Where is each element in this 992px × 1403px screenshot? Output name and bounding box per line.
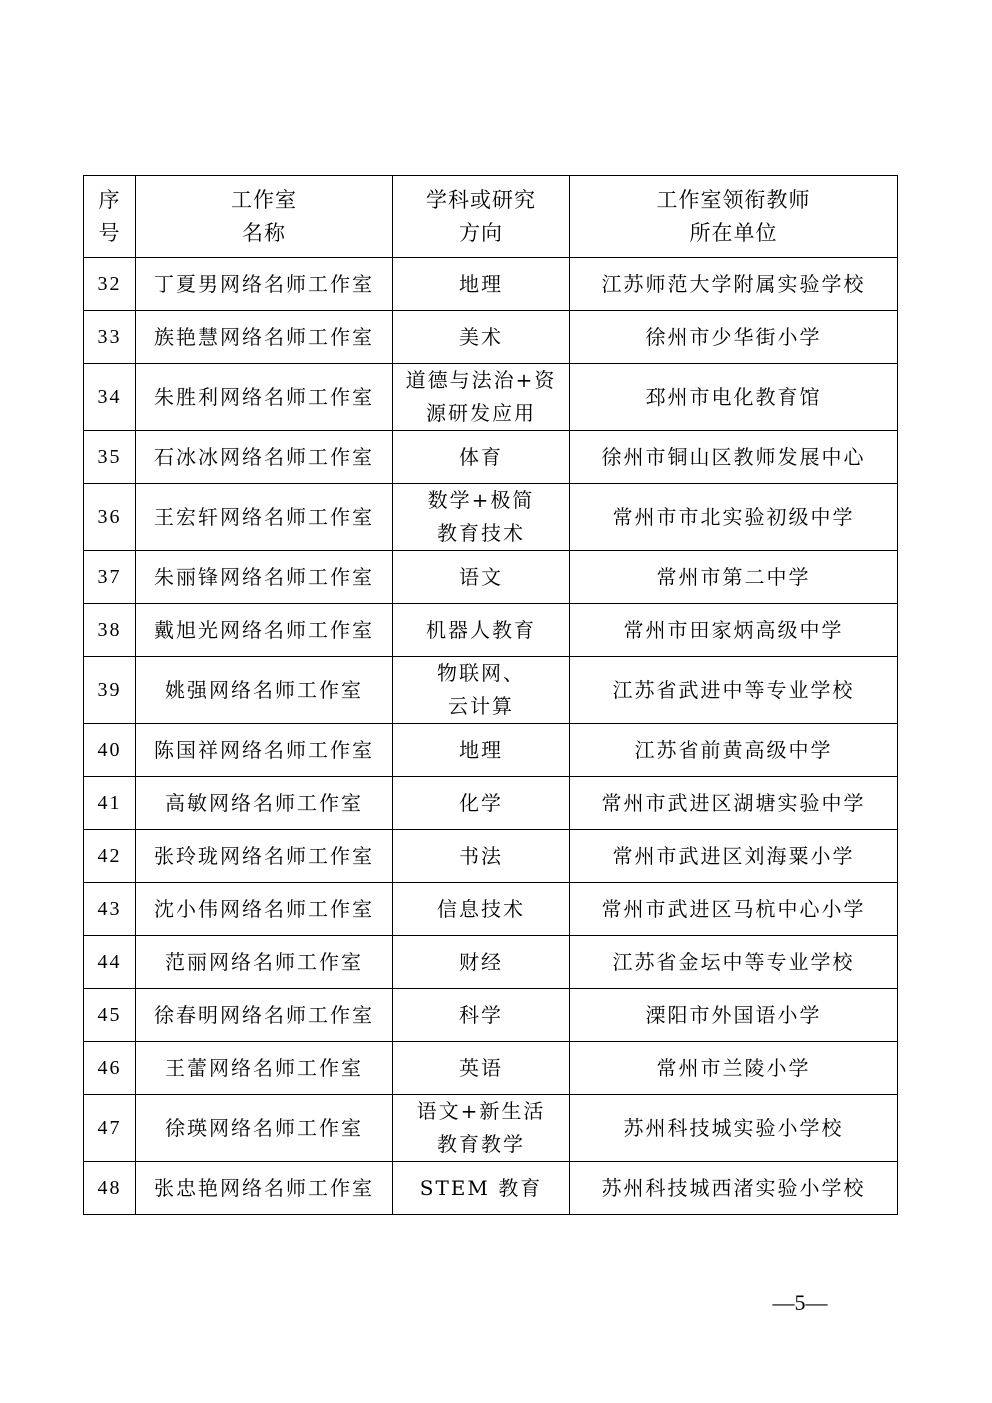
row-serial-number: 33 (84, 311, 136, 364)
row-subject-line: 语文+新生活 (416, 1099, 546, 1123)
table-row (84, 830, 898, 883)
table-row (84, 724, 898, 777)
row-studio-name: 朱胜利网络名师工作室 (136, 364, 393, 431)
row-unit: 江苏省武进中等专业学校 (570, 657, 898, 724)
row-unit: 江苏省前黄高级中学 (570, 724, 898, 777)
row-studio-name: 沈小伟网络名师工作室 (136, 883, 393, 936)
row-subject-line: 化学 (459, 790, 503, 815)
row-studio-name: 石冰冰网络名师工作室 (136, 431, 393, 484)
row-unit: 徐州市铜山区教师发展中心 (570, 431, 898, 484)
table-row (84, 1162, 898, 1215)
studio-table (83, 175, 898, 1215)
row-subject (393, 484, 570, 551)
table-row (84, 551, 898, 604)
table-row (84, 657, 898, 724)
row-serial-number: 47 (84, 1095, 136, 1162)
row-serial-number: 43 (84, 883, 136, 936)
row-subject-line: 英语 (459, 1055, 503, 1080)
row-unit: 常州市武进区湖塘实验中学 (570, 777, 898, 830)
row-subject (393, 883, 570, 936)
row-subject-line: 地理 (459, 271, 503, 296)
row-subject (393, 1095, 570, 1162)
row-subject (393, 431, 570, 484)
row-studio-name: 范丽网络名师工作室 (136, 936, 393, 989)
row-serial-number: 34 (84, 364, 136, 431)
row-studio-name: 族艳慧网络名师工作室 (136, 311, 393, 364)
row-subject-line: STEM 教育 (419, 1175, 543, 1200)
row-serial-number: 39 (84, 657, 136, 724)
table-row (84, 364, 898, 431)
row-studio-name: 徐春明网络名师工作室 (136, 989, 393, 1042)
row-subject-line: 语文 (459, 564, 503, 589)
table-header-row (84, 176, 898, 258)
row-subject (393, 364, 570, 431)
row-unit: 邳州市电化教育馆 (570, 364, 898, 431)
page-number: —5— (772, 1290, 828, 1315)
row-studio-name: 高敏网络名师工作室 (136, 777, 393, 830)
row-subject-line: 云计算 (448, 694, 514, 718)
row-subject-line: 财经 (459, 949, 503, 974)
table-body (84, 258, 898, 1215)
row-subject (393, 1162, 570, 1215)
table-row (84, 311, 898, 364)
row-serial-number: 41 (84, 777, 136, 830)
row-serial-number: 32 (84, 258, 136, 311)
row-subject (393, 311, 570, 364)
row-unit: 常州市兰陵小学 (570, 1042, 898, 1095)
row-serial-number: 45 (84, 989, 136, 1042)
row-serial-number: 40 (84, 724, 136, 777)
row-subject-line: 美术 (459, 324, 503, 349)
row-unit: 苏州科技城实验小学校 (570, 1095, 898, 1162)
row-unit: 江苏省金坛中等专业学校 (570, 936, 898, 989)
table-row (84, 484, 898, 551)
row-unit: 徐州市少华街小学 (570, 311, 898, 364)
row-studio-name: 姚强网络名师工作室 (136, 657, 393, 724)
row-serial-number: 48 (84, 1162, 136, 1215)
row-studio-name: 张玲珑网络名师工作室 (136, 830, 393, 883)
row-subject (393, 551, 570, 604)
row-serial-number: 46 (84, 1042, 136, 1095)
row-subject-line: 信息技术 (437, 896, 525, 921)
header-studio-name: 工作室 名称 (136, 176, 393, 258)
table-row (84, 431, 898, 484)
row-studio-name: 王宏轩网络名师工作室 (136, 484, 393, 551)
row-subject-line: 源研发应用 (426, 401, 536, 425)
row-subject-line: 地理 (459, 737, 503, 762)
row-subject (393, 724, 570, 777)
row-subject-line: 机器人教育 (426, 617, 536, 642)
row-unit: 常州市市北实验初级中学 (570, 484, 898, 551)
row-subject-line: 教育技术 (437, 521, 525, 545)
row-serial-number: 36 (84, 484, 136, 551)
row-studio-name: 王蕾网络名师工作室 (136, 1042, 393, 1095)
row-subject (393, 258, 570, 311)
row-serial-number: 44 (84, 936, 136, 989)
row-unit: 常州市第二中学 (570, 551, 898, 604)
row-subject (393, 604, 570, 657)
row-studio-name: 朱丽锋网络名师工作室 (136, 551, 393, 604)
table-row (84, 989, 898, 1042)
table-row (84, 258, 898, 311)
row-subject-line: 教育教学 (437, 1132, 525, 1156)
row-subject-line: 数学+极简 (427, 488, 535, 512)
row-subject (393, 1042, 570, 1095)
row-subject-line: 书法 (459, 843, 503, 868)
table-row (84, 936, 898, 989)
row-subject (393, 936, 570, 989)
row-subject-line: 物联网、 (437, 661, 525, 685)
row-subject-line: 道德与法治+资 (405, 368, 557, 392)
row-subject-line: 科学 (459, 1002, 503, 1027)
row-unit: 苏州科技城西渚实验小学校 (570, 1162, 898, 1215)
row-unit: 常州市武进区刘海粟小学 (570, 830, 898, 883)
row-unit: 江苏师范大学附属实验学校 (570, 258, 898, 311)
row-studio-name: 丁夏男网络名师工作室 (136, 258, 393, 311)
header-subject: 学科或研究 方向 (393, 176, 570, 258)
row-unit: 常州市田家炳高级中学 (570, 604, 898, 657)
row-unit: 溧阳市外国语小学 (570, 989, 898, 1042)
header-serial-number: 序 号 (84, 176, 136, 258)
table-row (84, 1095, 898, 1162)
row-studio-name: 徐瑛网络名师工作室 (136, 1095, 393, 1162)
row-studio-name: 张忠艳网络名师工作室 (136, 1162, 393, 1215)
row-subject (393, 657, 570, 724)
table-row (84, 777, 898, 830)
row-studio-name: 陈国祥网络名师工作室 (136, 724, 393, 777)
row-subject (393, 830, 570, 883)
row-studio-name: 戴旭光网络名师工作室 (136, 604, 393, 657)
table-row (84, 883, 898, 936)
row-serial-number: 35 (84, 431, 136, 484)
row-serial-number: 42 (84, 830, 136, 883)
row-unit: 常州市武进区马杭中心小学 (570, 883, 898, 936)
row-subject (393, 989, 570, 1042)
row-serial-number: 37 (84, 551, 136, 604)
table-row (84, 604, 898, 657)
row-subject-line: 体育 (459, 444, 503, 469)
row-subject (393, 777, 570, 830)
header-unit: 工作室领衔教师 所在单位 (570, 176, 898, 258)
table-row (84, 1042, 898, 1095)
row-serial-number: 38 (84, 604, 136, 657)
